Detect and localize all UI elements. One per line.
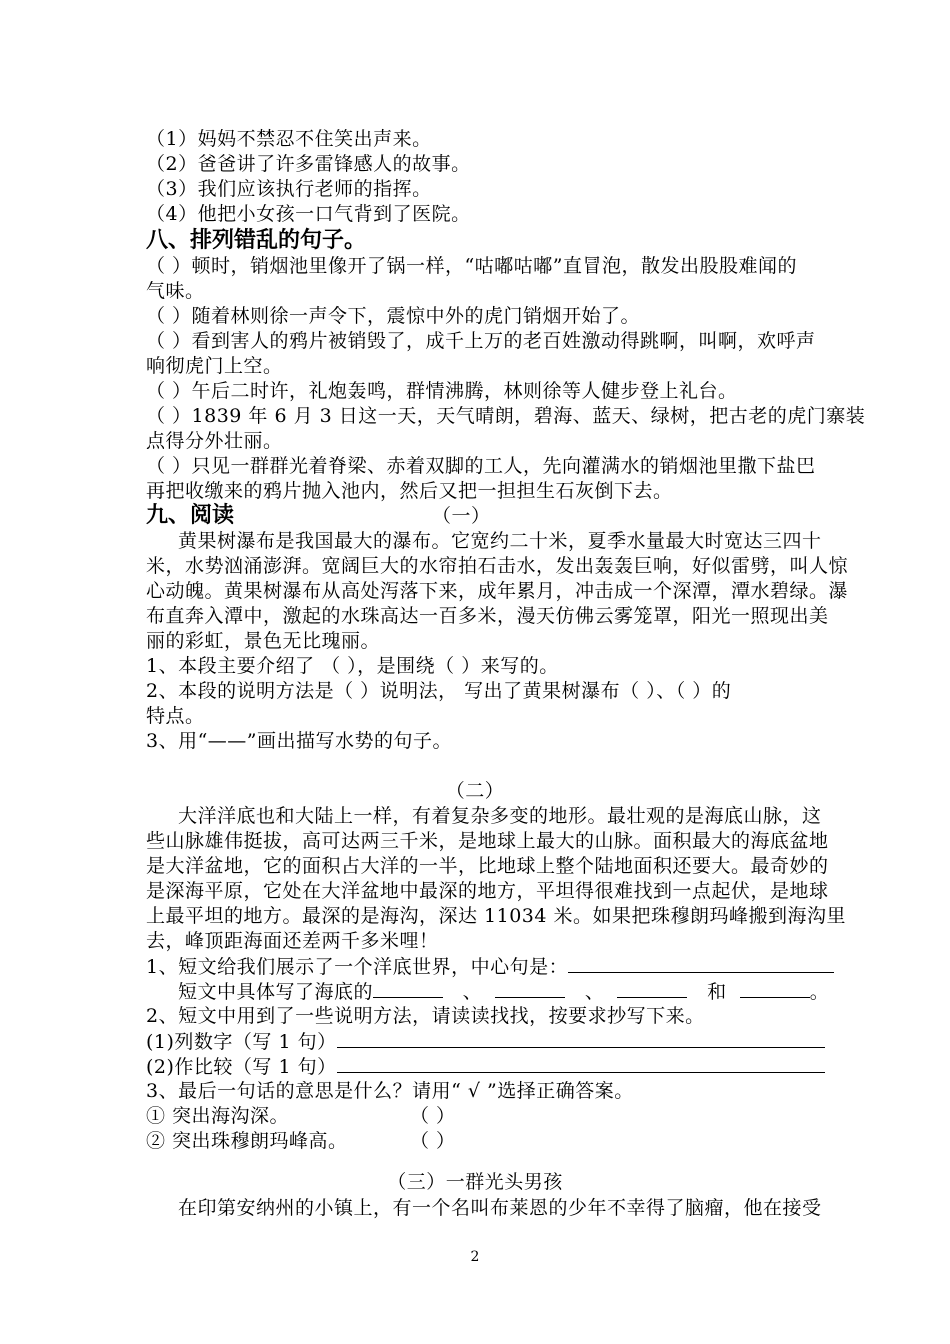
passage-line: 去，峰顶距海面还差两千多米哩！ — [146, 930, 439, 952]
option-paren[interactable]: （ ） — [410, 1105, 456, 1127]
q7-item-1: （1）妈妈不禁忍不住笑出声来。 — [146, 128, 432, 150]
answer-blank[interactable] — [373, 979, 443, 998]
answer-blank[interactable] — [337, 1029, 825, 1048]
answer-blank[interactable] — [740, 979, 810, 998]
passage-line: 是深海平原，它处在大洋盆地中最深的地方，平坦得很难找到一点起伏，是地球 — [146, 880, 829, 902]
section-9-title: 九、阅读 — [146, 502, 235, 528]
answer-blank[interactable] — [568, 954, 834, 973]
sentence-line: （ ）看到害人的鸦片被销毁了，成千上万的老百姓激动得跳啊，叫啊，欢呼声 — [146, 330, 816, 352]
q7-item-4: （4）他把小女孩一口气背到了医院。 — [146, 203, 471, 225]
passage-line: 上最平坦的地方。最深的是海沟，深达 11034 米。如果把珠穆朗玛峰搬到海沟里 — [146, 905, 847, 927]
question-line: 1、本段主要介绍了 （ ），是围绕（ ）来写的。 — [146, 655, 559, 677]
option-line: ① 突出海沟深。 — [146, 1105, 290, 1127]
sentence-line: 点得分外壮丽。 — [146, 430, 283, 452]
question-line: 特点。 — [146, 705, 205, 727]
question-line — [146, 1054, 825, 1079]
answer-blank[interactable] — [617, 979, 687, 998]
part-1-label: （一） — [432, 505, 491, 527]
passage-line: 布直奔入潭中，激起的水珠高达一百多米，漫天仿佛云雾笼罩，阳光一照现出美 — [146, 605, 829, 627]
question-line — [178, 979, 829, 1004]
passage-line: 心动魄。黄果树瀑布从高处泻落下来，成年累月，冲击成一个深潭，潭水碧绿。瀑 — [146, 580, 849, 602]
sentence-line: 气味。 — [146, 280, 205, 302]
answer-blank[interactable] — [495, 979, 565, 998]
and-text: 和 — [707, 981, 727, 1003]
option-line: ② 突出珠穆朗玛峰高。 — [146, 1130, 348, 1152]
sentence-line: （ ）顿时，销烟池里像开了锅一样，“咕嘟咕嘟”直冒泡，散发出股股难闻的 — [146, 255, 797, 277]
question-text: 短文中具体写了海底的 — [178, 981, 374, 1003]
passage-line: 米，水势汹涌澎湃。宽阔巨大的水帘拍石击水，发出轰轰巨响，好似雷劈，叫人惊 — [146, 555, 849, 577]
question-line: 2、本段的说明方法是（ ）说明法， 写出了黄果树瀑布（ ）、（ ）的 — [146, 680, 732, 702]
passage-line: 在印第安纳州的小镇上，有一个名叫布莱恩的少年不幸得了脑瘤，他在接受 — [178, 1197, 822, 1219]
passage-line: 是大洋盆地，它的面积占大洋的一半，比地球上整个陆地面积还要大。最奇妙的 — [146, 855, 829, 877]
answer-blank[interactable] — [337, 1054, 825, 1073]
part-3-label: （三）一群光头男孩 — [387, 1171, 563, 1193]
section-8-title: 八、排列错乱的句子。 — [146, 227, 367, 253]
question-text: 1、短文给我们展示了一个洋底世界，中心句是： — [146, 956, 569, 978]
passage-line: 大洋洋底也和大陆上一样，有着复杂多变的地形。最壮观的是海底山脉，这 — [178, 805, 822, 827]
sentence-line: （ ）随着林则徐一声令下，震惊中外的虎门销烟开始了。 — [146, 305, 641, 327]
sentence-line: （ ）1839 年 6 月 3 日这一天，天气晴朗，碧海、蓝天、绿树，把古老的虎门寨装 — [146, 405, 866, 427]
page-number: 2 — [470, 1249, 480, 1265]
sentence-line: （ ）只见一群群光着脊梁、赤着双脚的工人，先向灌满水的销烟池里撒下盐巴 — [146, 455, 816, 477]
question-line — [146, 1029, 825, 1054]
question-line: 3、最后一句话的意思是什么？请用“ √ ”选择正确答案。 — [146, 1080, 634, 1102]
question-text: (1)列数字（写 1 句） — [146, 1031, 337, 1053]
question-line: 3、用“——”画出描写水势的句子。 — [146, 730, 453, 752]
passage-line: 丽的彩虹，景色无比瑰丽。 — [146, 630, 381, 652]
sentence-line: （ ）午后二时许，礼炮轰鸣，群情沸腾，林则徐等人健步登上礼台。 — [146, 380, 738, 402]
sentence-line: 响彻虎门上空。 — [146, 355, 283, 377]
passage-line: 些山脉雄伟挺拔，高可达两三千米，是地球上最大的山脉。面积最大的海底盆地 — [146, 830, 829, 852]
question-text: (2)作比较（写 1 句） — [146, 1056, 337, 1078]
sentence-line: 再把收缴来的鸦片抛入池内，然后又把一担担生石灰倒下去。 — [146, 480, 673, 502]
q7-item-2: （2）爸爸讲了许多雷锋感人的故事。 — [146, 153, 471, 175]
q7-item-3: （3）我们应该执行老师的指挥。 — [146, 178, 432, 200]
question-line: 2、短文中用到了一些说明方法，请读读找找，按要求抄写下来。 — [146, 1005, 705, 1027]
passage-line: 黄果树瀑布是我国最大的瀑布。它宽约二十米，夏季水量最大时宽达三四十 — [178, 530, 822, 552]
separator-text: 、 — [584, 981, 605, 1003]
separator-text: 、 — [462, 981, 483, 1003]
end-text: 。 — [809, 981, 830, 1003]
question-line — [146, 954, 834, 979]
option-paren[interactable]: （ ） — [410, 1130, 456, 1152]
part-2-label: （二） — [445, 780, 505, 802]
